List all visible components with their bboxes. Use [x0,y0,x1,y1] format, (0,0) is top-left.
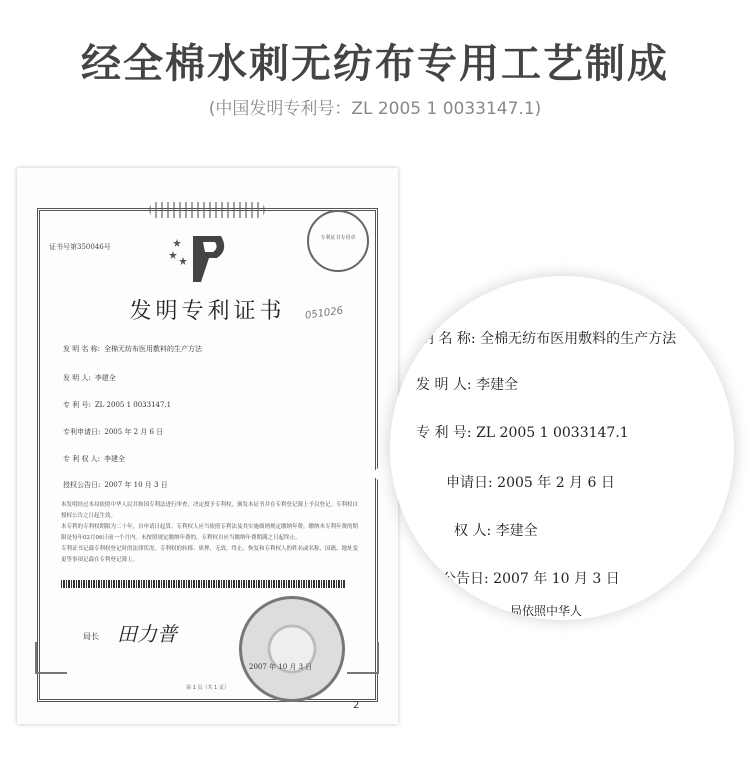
patent-office-emblem [169,230,229,284]
zoom-row [420,328,676,348]
zoom-label: 明 名 称: [420,331,476,347]
certificate-body [61,500,361,566]
page-number: 2 [353,700,360,711]
field-value: 2005 年 2 月 6 日 [104,428,164,436]
zoom-value: 李建全 [476,377,519,393]
field-grant-date [63,480,168,490]
director-label: 局长 [83,632,99,641]
field-label: 发 明 名 称: [63,345,101,353]
barcode [61,580,346,588]
patent-certificate [17,168,398,724]
field-invention-name [63,344,202,354]
zoom-row [454,520,538,540]
field-value: 李建全 [94,374,116,382]
zoom-row [446,472,615,492]
zoom-value: ZL 2005 1 0033147.1 [476,425,629,441]
field-application-date [63,427,163,437]
field-label: 授权公告日: [63,481,101,489]
director-signature: 田力普 [117,622,177,646]
field-label: 专 利 权 人: [63,455,101,463]
zoom-row [442,568,620,588]
field-label: 专利申请日: [63,428,101,436]
field-value: ZL 2005 1 0033147.1 [94,401,172,409]
zoom-value: 全棉无纺布医用敷料的生产方法 [480,331,677,347]
body-paragraph: 本发明经过本局依照中华人民共和国专利法进行审查，决定授予专利权，颁发本证书并在专利登记簿上予以登记。专利权自授权公告之日起生效。 [61,502,359,519]
zoom-row [416,422,629,442]
zoom-value: 局依照中华人 [510,604,583,618]
body-paragraph: 专利证书记载专利权登记时的法律状况。专利权的转移、质押、无效、终止、恢复和专利权人的姓名或名称、国籍、地址变更等事项记载在专利登记簿上。 [61,546,359,563]
field-value: 2007 年 10 月 3 日 [104,481,168,489]
zoom-value: 2007 年 10 月 3 日 [493,571,620,587]
field-inventor [63,373,116,383]
zoom-label: 发 明 人: [416,377,472,393]
field-value: 李建全 [104,455,126,463]
field-patent-number [63,400,171,410]
stamp-text: 专利证书专用章 [320,235,356,241]
zoom-label: 专 利 号: [416,425,472,441]
zoom-value: 2005 年 2 月 6 日 [497,475,615,491]
pencil-note: 051026 [304,305,344,322]
corner-ornament [35,642,67,674]
zoom-row [510,602,582,619]
corner-ornament [347,642,379,674]
zoom-label: 公告日: [442,571,489,587]
page-title: 经全棉水刺无纺布专用工艺制成 [81,41,669,87]
body-paragraph: 本专利的专利权期限为二十年，自申请日起算。专利权人应当依照专利法及其实施细则规定缴纳年费。缴纳本专利年费的期限是每年02月06日前一个月内。未按照规定缴纳年费的，专利权自应当缴纳年费期满之日起终止。 [61,524,359,541]
zoom-value: 李建全 [495,523,538,539]
zoom-label: 权 人: [454,523,492,539]
seal-date: 2007 年 10 月 3 日 [249,663,313,671]
magnifier-circle [390,276,734,620]
zoom-label: 申请日: [446,475,493,491]
page-label: 第 1 页（共 1 页） [186,685,229,691]
patent-number-subtitle: (中国发明专利号：ZL 2005 1 0033147.1) [208,99,542,119]
zoom-row [416,374,518,394]
field-value: 全棉无纺布医用敷料的生产方法 [104,345,203,353]
top-ornament [149,202,265,218]
field-label: 专 利 号: [63,401,91,409]
certificate-stamp [307,210,369,272]
certificate-title: 发明专利证书 [129,299,286,324]
field-patentee [63,454,125,464]
field-label: 发 明 人: [63,374,91,382]
certificate-number: 证书号第350046号 [49,243,111,251]
